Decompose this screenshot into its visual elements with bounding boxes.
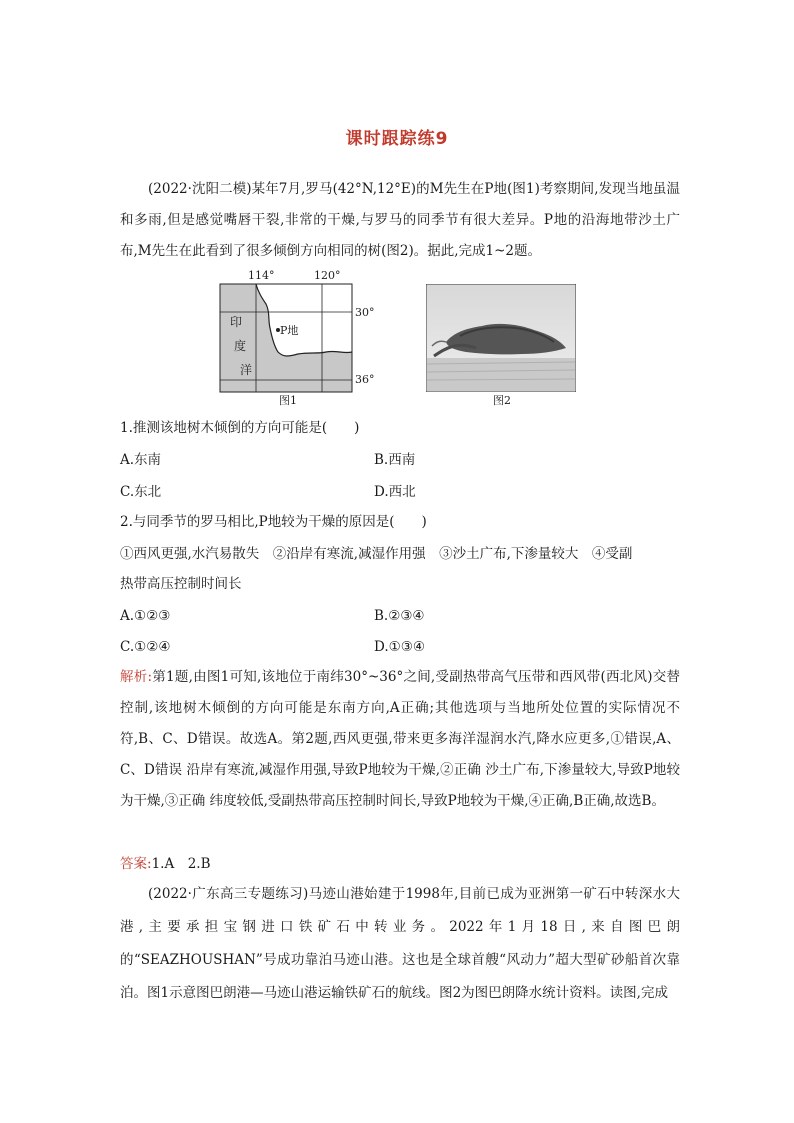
q1-option-c[interactable]: C.东北 — [120, 484, 162, 500]
q2-option-a[interactable]: A.①②③ — [120, 608, 171, 624]
ocean-char-3: 洋 — [240, 363, 253, 377]
place-label-p: P地 — [280, 324, 299, 337]
analysis-text: 第1题,由图1可知,该地位于南纬30°~36°之间,受副热带高气压带和西风带(西北风)交替控制,该地树木倾倒的方向可能是东南方向,A正确;其他选项与当地所处位置的实际情况不符,B、C、D错误。故选A。第2题,西风更强,带来更多海洋湿润水汽,降水应更多,①错误,A、C、D错误 沿岸有寒流,减湿作用强,导致P地较为干燥,②正确 沙土广布,下渗量较大,导致P地较为干燥,③正确 纬度较低,受副热带高压控制时间长,导致P地较为干燥,④正确,B正确,故选B。 — [120, 669, 680, 809]
figure-1-caption: 图1 — [279, 394, 297, 407]
answer-label: 答案: — [120, 856, 152, 872]
analysis-block — [120, 662, 680, 817]
q1-option-a[interactable]: A.东南 — [120, 452, 162, 468]
lat-label-30: 30° — [355, 306, 375, 319]
q2-option-d[interactable]: D.①③④ — [374, 639, 425, 655]
figure-1-map — [218, 268, 378, 396]
analysis-label: 解析: — [120, 669, 153, 685]
q2-option-c[interactable]: C.①②④ — [120, 639, 171, 655]
answer-text: 1.A 2.B — [151, 856, 211, 872]
question-2-stem: 2.与同季节的罗马相比,P地较为干燥的原因是( ) — [120, 514, 427, 530]
q2-option-b[interactable]: B.②③④ — [374, 608, 425, 624]
lon-label-120: 120° — [314, 269, 341, 282]
q1-option-b[interactable]: B.西南 — [374, 452, 416, 468]
answer-line — [120, 854, 211, 874]
question-1-stem: 1.推测该地树木倾倒的方向可能是( ) — [120, 420, 360, 436]
ocean-char-2: 度 — [234, 339, 247, 353]
intro-paragraph-1: (2022·沈阳二模)某年7月,罗马(42°N,12°E)的M先生在P地(图1)考察期间,发现当地虽温和多雨,但是感觉嘴唇干裂,非常的干燥,与罗马的同季节有很大差异。P地的沿海地带沙土广布,M先生在此看到了很多倾倒方向相同的树(图2)。据此,完成1~2题。 — [120, 181, 680, 259]
photo-svg — [426, 284, 576, 392]
question-2-items-line-1: ①西风更强,水汽易散失 ②沿岸有寒流,减湿作用强 ③沙土广布,下渗量较大 ④受副 — [120, 546, 633, 562]
map-svg — [218, 268, 378, 396]
intro-paragraph-2: (2022·广东高三专题练习)马迹山港始建于1998年,目前已成为亚洲第一矿石中转深水大港,主要承担宝钢进口铁矿石中转业务。2022年1月18日,来自图巴朗的“SEAZHOUSHAN”号成功靠泊马迹山港。这也是全球首艘“风动力”超大型矿砂船首次靠泊。图1示意图巴朗港—马迹山港运输铁矿石的航线。图2为图巴朗降水统计资料。读图,完成 — [120, 886, 680, 1001]
figure-2-caption: 图2 — [493, 394, 511, 407]
lat-label-36: 36° — [355, 373, 375, 386]
ocean-char-1: 印 — [230, 315, 243, 329]
question-2-items-line-2: 热带高压控制时间长 — [120, 576, 242, 592]
q1-option-d[interactable]: D.西北 — [374, 484, 416, 500]
lon-label-114: 114° — [248, 269, 275, 282]
figure-2-photo — [426, 284, 576, 392]
page-title: 课时跟踪练9 — [345, 129, 449, 149]
